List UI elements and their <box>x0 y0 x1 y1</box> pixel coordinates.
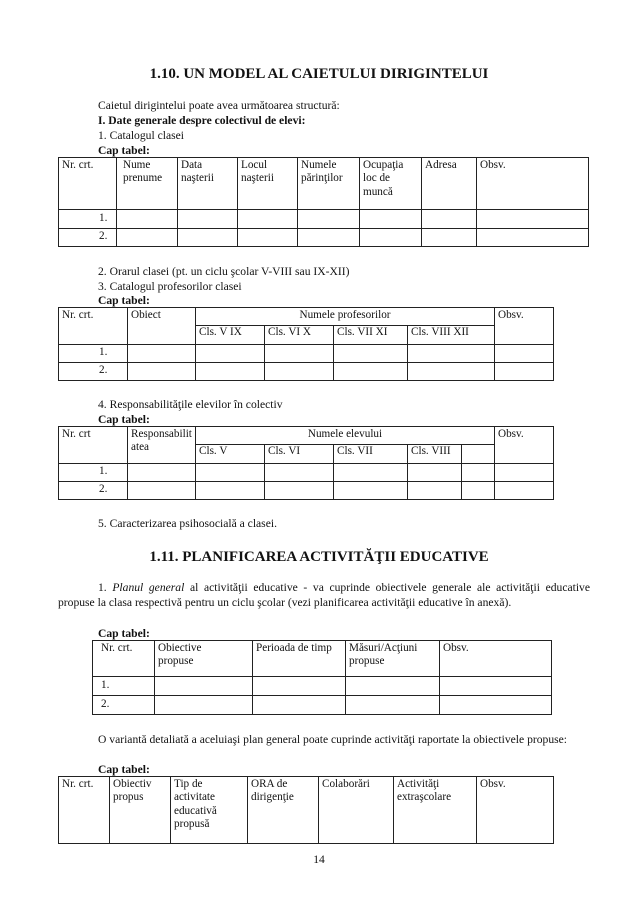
table-header-cell: Obsv. <box>439 640 552 677</box>
table-cell <box>195 362 265 381</box>
table-header-cell: Nr. crt. <box>58 776 110 844</box>
table-row-index: 2. <box>58 481 128 500</box>
table-row-index: 1. <box>92 676 155 696</box>
table-cell <box>127 463 196 482</box>
table-header-cell: Tip de activitate educativă propusă <box>170 776 248 844</box>
table-header-cell: Nr. crt. <box>58 307 128 345</box>
table-cell <box>195 344 265 363</box>
table-header-cell: Colaborări <box>318 776 394 844</box>
table-cell <box>237 209 298 229</box>
table-header-cell: Numele profesorilor <box>195 307 495 326</box>
cap-tabel-label: Cap tabel: <box>98 294 150 307</box>
table-cell <box>264 344 334 363</box>
table-cell <box>345 676 440 696</box>
table-cell <box>116 209 178 229</box>
cap-tabel-label: Cap tabel: <box>98 763 150 776</box>
table-cell <box>439 695 552 715</box>
table-cell <box>297 228 360 247</box>
table-header-cell: Adresa <box>421 157 477 210</box>
table-cell <box>177 228 238 247</box>
table-cell <box>154 695 253 715</box>
table-header-cell: Locul naşterii <box>237 157 298 210</box>
table-cell <box>333 481 408 500</box>
table-cell <box>237 228 298 247</box>
table-cell <box>195 463 265 482</box>
table-header-cell: Obsv. <box>476 776 554 844</box>
section-title-planificare: 1.11. PLANIFICAREA ACTIVITĂŢII EDUCATIVE <box>149 549 489 565</box>
paragraph-varianta-detaliata: O variantă detaliată a aceluiaşi plan general poate cuprinde activităţi raportate la obiectivele propuse: <box>98 733 568 746</box>
table-cell <box>333 463 408 482</box>
table-header-cell: Responsabilitatea <box>127 426 196 464</box>
table-cell <box>333 362 408 381</box>
table-cell <box>421 228 477 247</box>
table-header-cell: ORA de dirigenţie <box>247 776 319 844</box>
table-cell <box>345 695 440 715</box>
table-cell <box>439 676 552 696</box>
table-header-cell: Numele elevului <box>195 426 495 445</box>
table-subheader-cell: Cls. V IX <box>195 325 265 345</box>
table-cell <box>127 344 196 363</box>
table-cell <box>494 362 554 381</box>
para-emphasis: Planul general <box>112 581 185 594</box>
cap-tabel-label: Cap tabel: <box>98 627 150 640</box>
table-row-index: 2. <box>58 362 128 381</box>
table-header-cell: Măsuri/Acţiuni propuse <box>345 640 440 677</box>
table-header-cell: Data naşterii <box>177 157 238 210</box>
table-cell <box>195 481 265 500</box>
para-number: 1. <box>98 581 107 594</box>
table-cell <box>476 209 589 229</box>
table-cell <box>494 463 554 482</box>
table-cell <box>407 481 462 500</box>
page-number: 14 <box>313 853 325 866</box>
table-header-cell: Obsv. <box>476 157 589 210</box>
table-subheader-cell: Cls. VII XI <box>333 325 408 345</box>
table-cell <box>264 362 334 381</box>
table-row-index: 1. <box>58 344 128 363</box>
table-cell <box>177 209 238 229</box>
table-cell <box>494 481 554 500</box>
table-header-cell: Nr. crt <box>58 426 128 464</box>
item-caracterizare: 5. Caracterizarea psihosocială a clasei. <box>98 517 277 530</box>
cap-tabel-label: Cap tabel: <box>98 413 150 426</box>
table-row-index: 2. <box>58 228 117 247</box>
table-cell <box>333 344 408 363</box>
table-cell <box>461 444 495 464</box>
table-cell <box>252 695 346 715</box>
table-cell <box>359 228 422 247</box>
table-header-cell: Perioada de timp <box>252 640 346 677</box>
table-cell <box>116 228 178 247</box>
table-header-cell: Obiectiv propus <box>109 776 171 844</box>
table-header-cell: Nume prenume <box>116 157 178 210</box>
table-row-index: 1. <box>58 463 128 482</box>
table-row-index: 1. <box>58 209 117 229</box>
table-header-cell: Numele părinţilor <box>297 157 360 210</box>
table-cell <box>421 209 477 229</box>
table-cell <box>297 209 360 229</box>
table-cell <box>127 362 196 381</box>
cap-tabel-label: Cap tabel: <box>98 144 150 157</box>
table-subheader-cell: Cls. VI X <box>264 325 334 345</box>
item-catalog-profesori: 3. Catalogul profesorilor clasei <box>98 280 242 293</box>
table-cell <box>359 209 422 229</box>
table-cell <box>252 676 346 696</box>
table-cell <box>476 228 589 247</box>
table-header-cell: Obsv. <box>494 307 554 345</box>
table-header-cell: Nr. crt. <box>92 640 155 677</box>
table-cell <box>264 463 334 482</box>
para-text: al activităţii educative - va cuprinde obiectivele generale ale activităţii educative propuse la clasa respectivă pentru un ciclu şcolar (vezi planificarea activităţii educative în anexă). <box>58 581 591 609</box>
table-cell <box>154 676 253 696</box>
table-cell <box>494 344 554 363</box>
table-subheader-cell: Cls. VII <box>333 444 408 464</box>
table-header-cell: Obiect <box>127 307 196 345</box>
table-subheader-cell: Cls. VIII XII <box>407 325 495 345</box>
table-cell <box>461 481 495 500</box>
table-subheader-cell: Cls. VI <box>264 444 334 464</box>
table-subheader-cell: Cls. VIII <box>407 444 462 464</box>
part-heading: I. Date generale despre colectivul de elevi: <box>98 114 306 127</box>
table-cell <box>407 463 462 482</box>
table-cell <box>407 362 495 381</box>
table-cell <box>127 481 196 500</box>
item-responsabilitati: 4. Responsabilităţile elevilor în colectiv <box>98 398 283 411</box>
section-title-caiet: 1.10. UN MODEL AL CAIETULUI DIRIGINTELUI <box>149 66 489 82</box>
table-cell <box>461 463 495 482</box>
table-header-cell: Obsv. <box>494 426 554 464</box>
item-orar: 2. Orarul clasei (pt. un ciclu şcolar V-VIII sau IX-XII) <box>98 265 350 278</box>
table-cell <box>264 481 334 500</box>
table-header-cell: Obiective propuse <box>154 640 253 677</box>
table-cell <box>407 344 495 363</box>
table-header-cell: Activităţi extraşcolare <box>393 776 477 844</box>
paragraph-plan-general <box>58 581 590 610</box>
table-header-cell: Nr. crt. <box>58 157 117 210</box>
item-catalog-clasei: 1. Catalogul clasei <box>98 129 184 142</box>
table-subheader-cell: Cls. V <box>195 444 265 464</box>
table-header-cell: Ocupaţia loc de muncă <box>359 157 422 210</box>
intro-text: Caietul dirigintelui poate avea următoarea structură: <box>98 99 340 112</box>
table-row-index: 2. <box>92 695 155 715</box>
